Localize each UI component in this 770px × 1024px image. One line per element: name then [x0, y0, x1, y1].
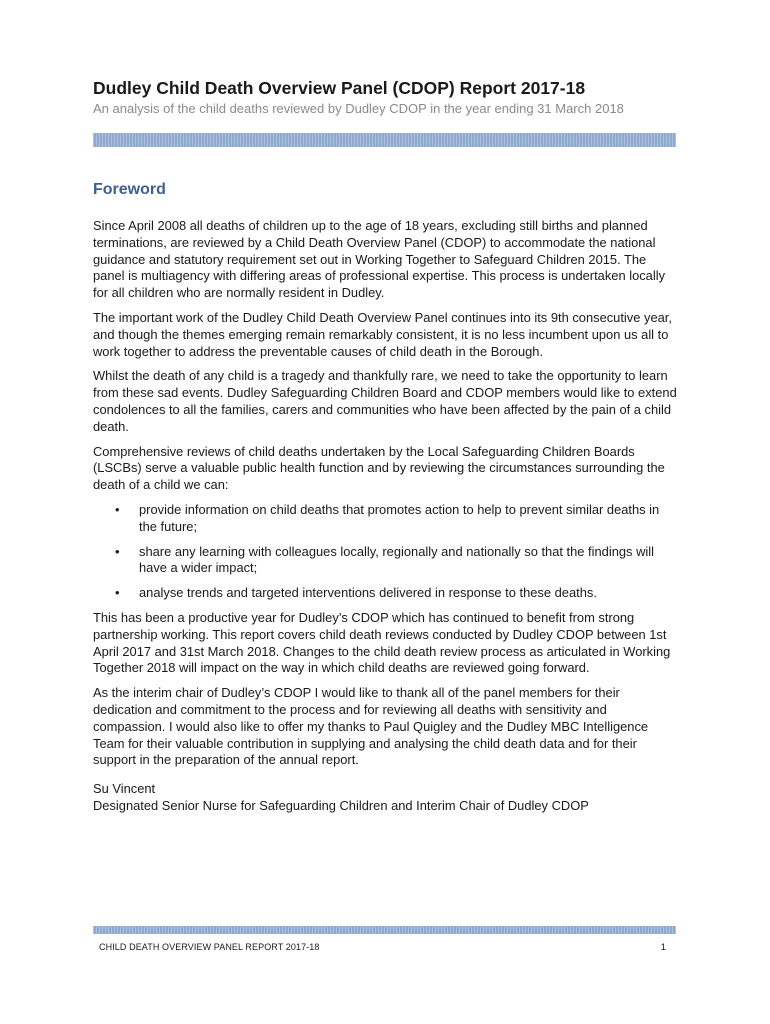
- signatory-role: Designated Senior Nurse for Safeguarding Children and Interim Chair of Dudley CDOP: [93, 797, 589, 813]
- report-title: Dudley Child Death Overview Panel (CDOP) Report 2017-18: [93, 78, 586, 98]
- foreword-paragraph: The important work of the Dudley Child Death Overview Panel continues into its 9th consecutive year, and though the themes emerging remain remarkably consistent, it is no less incumbent upon us all to work together to address the preventable causes of child death in the Borough.: [93, 309, 672, 359]
- review-benefits-list: [93, 502, 679, 602]
- page-number: 1: [660, 942, 666, 953]
- bullet-icon: •: [115, 501, 120, 517]
- bullet-icon: •: [115, 543, 120, 559]
- foreword-paragraph: Since April 2008 all deaths of children up to the age of 18 years, excluding still births and planned terminations, are reviewed by a Child Death Overview Panel (CDOP) to accommodate the national guidance and statutory requirement set out in Working Together to Safeguard Children 2015. The panel is multiagency with differing areas of professional expertise. This process is undertaken locally for all children who are normally resident in Dudley.: [93, 218, 666, 301]
- list-item-text: share any learning with colleagues locally, regionally and nationally so that the findings will have a wider impact;: [139, 543, 654, 576]
- foreword-paragraph: This has been a productive year for Dudley’s CDOP which has continued to benefit from strong partnership working. This report covers child death reviews conducted by Dudley CDOP between 1st April 2017 and 31st March 2018. Changes to the child death review process as articulated in Working Together 2018 will impact on the way in which child deaths are reviewed going forward.: [93, 609, 671, 676]
- foreword-paragraph: As the interim chair of Dudley’s CDOP I would like to thank all of the panel members for their dedication and commitment to the process and for reviewing all deaths with sensitivity and compassion. I would also like to offer my thanks to Paul Quigley and the Dudley MBC Intelligence Team for their valuable contribution in supplying and analysing the child death data and for their support in the preparation of the annual report.: [93, 685, 649, 768]
- list-item: [93, 585, 679, 602]
- foreword-heading: Foreword: [93, 181, 166, 198]
- list-item: [93, 502, 679, 536]
- bullet-icon: •: [115, 585, 120, 601]
- foreword-paragraph: Whilst the death of any child is a tragedy and thankfully rare, we need to take the opportunity to learn from these sad events. Dudley Safeguarding Children Board and CDOP members would like to extend condolences to all the families, carers and communities who have been affected by the pain of a child death.: [93, 368, 677, 434]
- signatory-name: Su Vincent: [93, 781, 156, 797]
- foreword-paragraph: Comprehensive reviews of child deaths undertaken by the Local Safeguarding Children Boards (LSCBs) serve a valuable public health function and by reviewing the circumstances surrounding the death of a child we can:: [93, 443, 665, 493]
- footer-report-title: CHILD DEATH OVERVIEW PANEL REPORT 2017-18: [99, 942, 320, 952]
- report-subtitle: An analysis of the child deaths reviewed by Dudley CDOP in the year ending 31 March 2018: [93, 101, 624, 116]
- list-item-text: provide information on child deaths that promotes action to help to prevent similar deaths in the future;: [139, 501, 660, 534]
- footer-divider-bar: [93, 926, 676, 934]
- list-item-text: analyse trends and targeted interventions delivered in response to these deaths.: [139, 585, 597, 601]
- header-divider-bar: [93, 133, 676, 147]
- foreword-body: [93, 218, 679, 815]
- list-item: [93, 544, 679, 578]
